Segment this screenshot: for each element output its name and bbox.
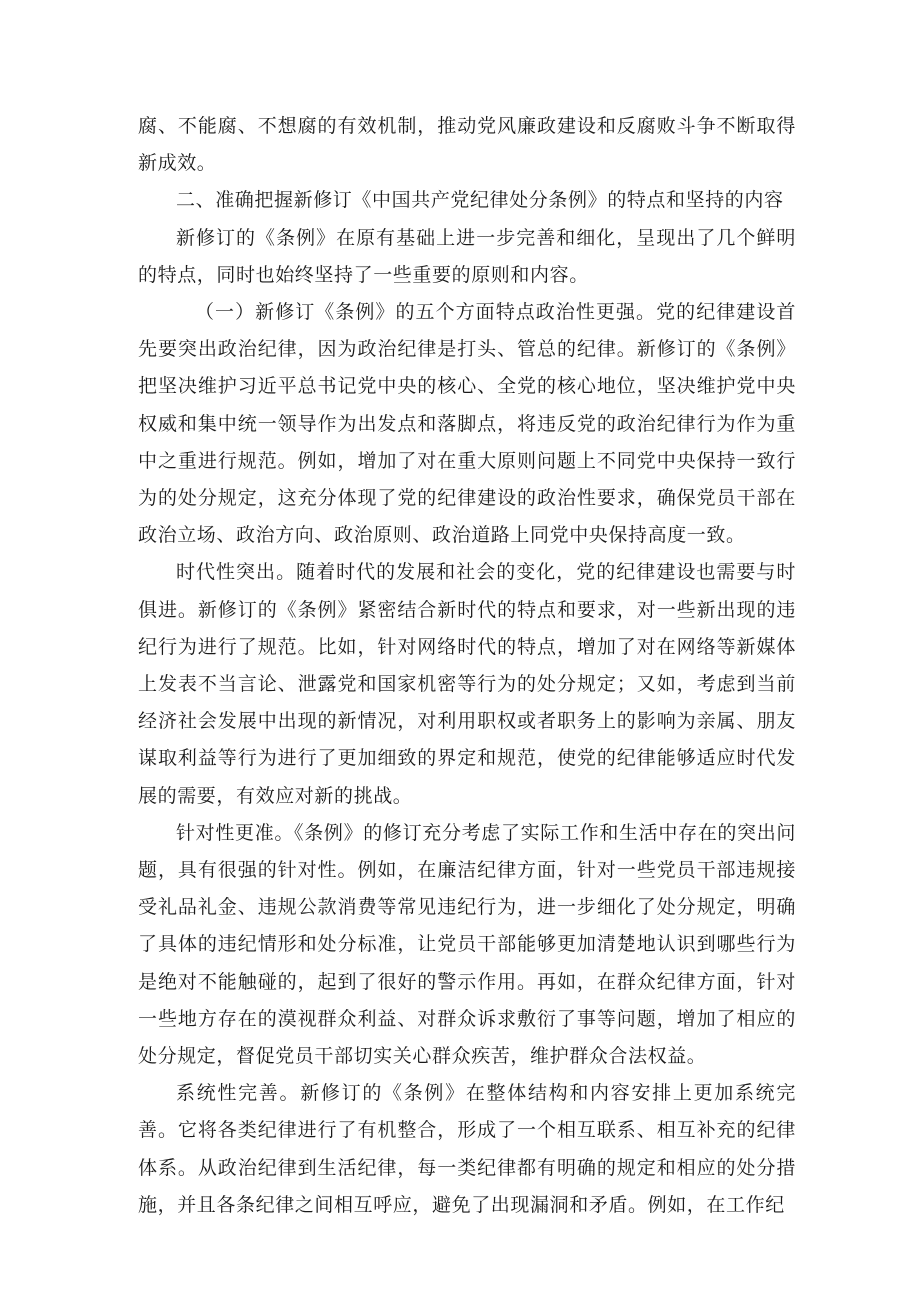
paragraph-intro: 新修订的《条例》在原有基础上进一步完善和细化，呈现出了几个鲜明的特点，同时也始终坚持了一些重要的原则和内容。: [138, 226, 796, 286]
section-heading: 二、准确把握新修订《中国共产党纪律处分条例》的特点和坚持的内容: [176, 189, 784, 212]
paragraph-systematic: 系统性完善。新修订的《条例》在整体结构和内容安排上更加系统完善。它将各类纪律进行了有机整合，形成了一个相互联系、相互补充的纪律体系。从政治纪律到生活纪律，每一类纪律都有明确的规定和相应的处分措施，并且各条纪律之间相互呼应，避免了出现漏洞和矛盾。例如，在工作纪: [138, 1082, 796, 1216]
paragraph-political: （一）新修订《条例》的五个方面特点政治性更强。党的纪律建设首先要突出政治纪律，因为政治纪律是打头、管总的纪律。新修订的《条例》把坚决维护习近平总书记党中央的核心、全党的核心地位，坚决维护党中央权威和集中统一领导作为出发点和落脚点，将违反党的政治纪律行为作为重中之重进行规范。例如，增加了对在重大原则问题上不同党中央保持一致行为的处分规定，这充分体现了党的纪律建设的政治性要求，确保党员干部在政治立场、政治方向、政治原则、政治道路上同党中央保持高度一致。: [138, 301, 796, 547]
paragraph-timeliness: 时代性突出。随着时代的发展和社会的变化，党的纪律建设也需要与时俱进。新修订的《条例》紧密结合新时代的特点和要求，对一些新出现的违纪行为进行了规范。比如，针对网络时代的特点，增加了对在网络等新媒体上发表不当言论、泄露党和国家机密等行为的处分规定；又如，考虑到当前经济社会发展中出现的新情况，对利用职权或者职务上的影响为亲属、朋友谋取利益等行为进行了更加细致的界定和规范，使党的纪律能够适应时代发展的需要，有效应对新的挑战。: [138, 561, 796, 807]
document-body: [138, 108, 796, 1224]
paragraph-continuation: 腐、不能腐、不想腐的有效机制，推动党风廉政建设和反腐败斗争不断取得新成效。: [138, 115, 796, 175]
paragraph-targeted: 针对性更准。《条例》的修订充分考虑了实际工作和生活中存在的突出问题，具有很强的针对性。例如，在廉洁纪律方面，针对一些党员干部违规接受礼品礼金、违规公款消费等常见违纪行为，进一步细化了处分规定，明确了具体的违纪情形和处分标准，让党员干部能够更加清楚地认识到哪些行为是绝对不能触碰的，起到了很好的警示作用。再如，在群众纪律方面，针对一些地方存在的漠视群众利益、对群众诉求敷衍了事等问题，增加了相应的处分规定，督促党员干部切实关心群众疾苦，维护群众合法权益。: [138, 821, 796, 1068]
